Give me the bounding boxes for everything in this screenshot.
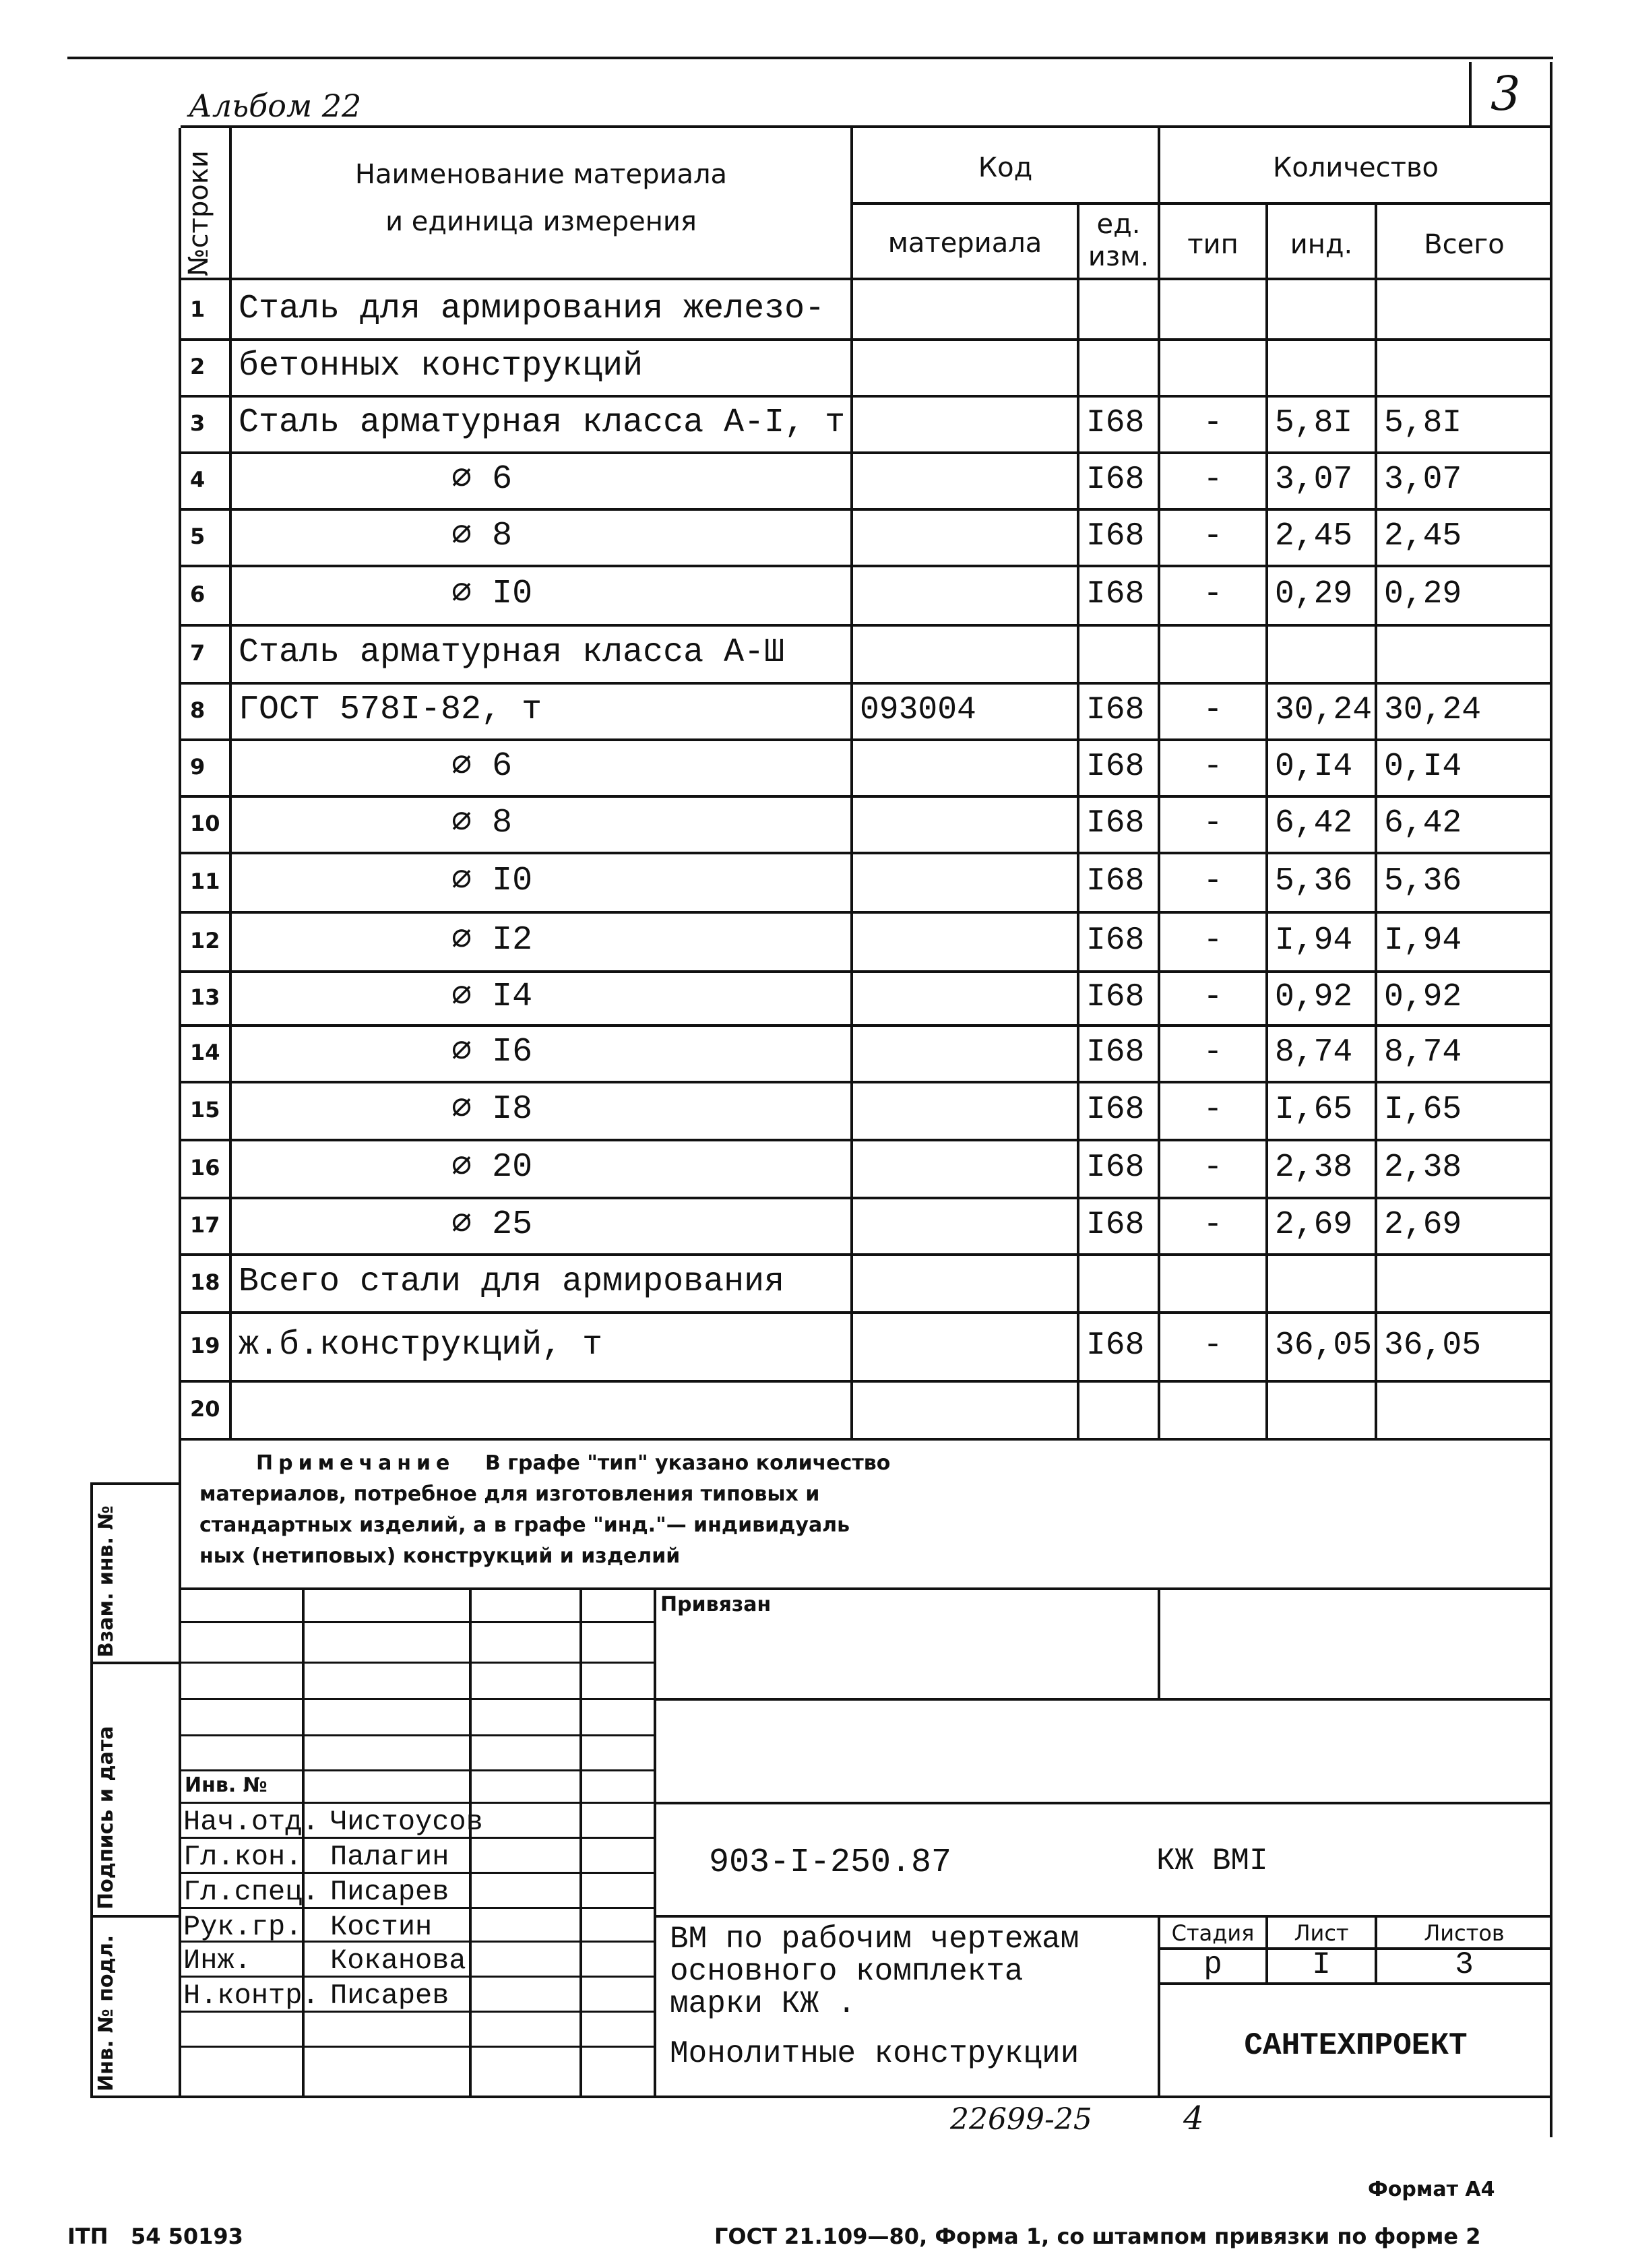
cell-total: 0,I4 bbox=[1384, 749, 1462, 785]
cell-total: 0,29 bbox=[1384, 576, 1462, 612]
cell-n: 6 bbox=[190, 581, 206, 607]
cell-total: 8,74 bbox=[1384, 1034, 1462, 1071]
cell-ind: 6,42 bbox=[1275, 805, 1353, 842]
note-line-1: В графе "тип" указано количество bbox=[485, 1451, 891, 1475]
cell-type: - bbox=[1203, 1327, 1223, 1364]
cell-name: Сталь арматурная класса А-I, т bbox=[239, 404, 846, 442]
sheets-label: Листов bbox=[1424, 1920, 1505, 1946]
cell-name: ∅ I4 bbox=[451, 978, 533, 1016]
doc-title-3: марки КЖ . bbox=[670, 1986, 856, 2021]
quantity-header: Количество bbox=[1272, 152, 1439, 183]
name-header-line1: Наименование материала bbox=[354, 159, 728, 190]
cell-total: 30,24 bbox=[1384, 692, 1482, 728]
row-line bbox=[181, 682, 1551, 685]
role-label: Гл.кон. bbox=[183, 1841, 303, 1873]
handwritten-digit: 4 bbox=[1183, 2100, 1204, 2137]
cell-n: 15 bbox=[190, 1097, 220, 1123]
cell-type: - bbox=[1203, 1092, 1223, 1128]
note-title: Примечание bbox=[256, 1451, 456, 1475]
stamp-row-line bbox=[181, 1662, 654, 1664]
cell-n: 2 bbox=[190, 354, 206, 379]
row-line bbox=[181, 1380, 1551, 1383]
stamp-row-line bbox=[181, 1802, 654, 1804]
cell-name: ж.б.конструкций, т bbox=[239, 1326, 603, 1364]
cell-type: - bbox=[1203, 692, 1223, 728]
cell-ind: 8,74 bbox=[1275, 1034, 1353, 1071]
frame-top bbox=[181, 125, 1552, 128]
row-line bbox=[181, 338, 1551, 341]
cell-name: Всего стали для армирования bbox=[239, 1263, 785, 1301]
org-name: САНТЕХПРОЕКТ bbox=[1244, 2028, 1468, 2063]
cell-name: ∅ I0 bbox=[451, 862, 533, 900]
role-label: Н.контр. bbox=[183, 1980, 319, 2012]
cell-name: Сталь для армирования железо- bbox=[239, 290, 825, 328]
format-label: Формат А4 bbox=[1368, 2178, 1495, 2201]
cell-n: 17 bbox=[190, 1212, 220, 1238]
person-name: Писарев bbox=[330, 1980, 449, 2012]
cell-n: 4 bbox=[190, 467, 206, 493]
person-name: Писарев bbox=[330, 1876, 449, 1908]
row-line bbox=[181, 624, 1551, 627]
cell-n: 7 bbox=[190, 640, 206, 666]
cell-unit: I68 bbox=[1086, 1092, 1145, 1128]
cell-n: 1 bbox=[190, 296, 206, 322]
cell-n: 8 bbox=[190, 697, 206, 723]
stamp-row-line bbox=[181, 1621, 654, 1623]
side-line-2 bbox=[90, 1662, 181, 1664]
cell-n: 14 bbox=[190, 1040, 220, 1065]
cell-total: 5,36 bbox=[1384, 863, 1462, 900]
rownum-header: №строки bbox=[183, 150, 214, 276]
cell-name: Сталь арматурная класса А-Ш bbox=[239, 633, 785, 672]
cell-n: 12 bbox=[190, 928, 220, 953]
cell-type: - bbox=[1203, 749, 1223, 785]
row-line bbox=[181, 395, 1551, 398]
cell-unit: I68 bbox=[1086, 1034, 1145, 1071]
cell-type: - bbox=[1203, 805, 1223, 842]
cell-total: 2,38 bbox=[1384, 1149, 1462, 1186]
cell-unit: I68 bbox=[1086, 863, 1145, 900]
cell-code: 093004 bbox=[860, 692, 976, 728]
frame-bottom bbox=[90, 2096, 1552, 2098]
cell-type: - bbox=[1203, 922, 1223, 959]
code-header: Код bbox=[978, 152, 1033, 183]
cell-n: 20 bbox=[190, 1396, 220, 1422]
cell-total: I,94 bbox=[1384, 922, 1462, 959]
stamp-col-1b bbox=[302, 1802, 305, 2096]
name-header-line2: и единица измерения bbox=[385, 206, 697, 237]
cell-name: ∅ I0 bbox=[451, 575, 533, 613]
cell-total: 36,05 bbox=[1384, 1327, 1482, 1364]
designation: 903-I-250.87 bbox=[709, 1844, 952, 1882]
row-line bbox=[181, 451, 1551, 454]
cell-name: ∅ 6 bbox=[451, 460, 513, 499]
cell-name: ∅ I8 bbox=[451, 1090, 533, 1129]
cell-ind: 0,29 bbox=[1275, 576, 1353, 612]
cell-n: 10 bbox=[190, 811, 220, 836]
privyazan-label: Привязан bbox=[660, 1593, 772, 1616]
note-line-2: материалов, потребное для изготовления типовых и bbox=[199, 1482, 820, 1506]
person-name: Коканова bbox=[330, 1945, 466, 1977]
row-line bbox=[181, 1081, 1551, 1083]
cell-name: ∅ 8 bbox=[451, 804, 513, 842]
cell-ind: 5,36 bbox=[1275, 863, 1353, 900]
stamp-col-2b bbox=[469, 1802, 472, 2096]
role-label: Рук.гр. bbox=[183, 1911, 303, 1943]
cell-type: - bbox=[1203, 863, 1223, 900]
cell-n: 19 bbox=[190, 1333, 220, 1358]
row-line bbox=[181, 1311, 1551, 1314]
privyazan-bottom bbox=[654, 1698, 1551, 1701]
cell-type: - bbox=[1203, 405, 1223, 441]
stamp-col-5 bbox=[1158, 1587, 1160, 1699]
cell-ind: I,94 bbox=[1275, 922, 1353, 959]
cell-total: 5,8I bbox=[1384, 405, 1462, 441]
cell-n: 3 bbox=[190, 410, 206, 436]
note-top-line bbox=[181, 1438, 1551, 1441]
sheet-value: I bbox=[1312, 1947, 1331, 1982]
cell-name: ∅ 25 bbox=[451, 1205, 533, 1244]
cell-type: - bbox=[1203, 1034, 1223, 1071]
stamp-row-line bbox=[181, 1769, 654, 1771]
object-name: Монолитные конструкции bbox=[670, 2036, 1079, 2071]
qty-type-header: тип bbox=[1187, 229, 1238, 260]
cell-unit: I68 bbox=[1086, 979, 1145, 1015]
row-line bbox=[181, 1139, 1551, 1141]
cell-total: 3,07 bbox=[1384, 462, 1462, 498]
cell-unit: I68 bbox=[1086, 692, 1145, 728]
side-line-1 bbox=[90, 1482, 181, 1485]
cell-total: 6,42 bbox=[1384, 805, 1462, 842]
cell-ind: 5,8I bbox=[1275, 405, 1353, 441]
cell-ind: 0,I4 bbox=[1275, 749, 1353, 785]
inv-no-label: Инв. № bbox=[185, 1773, 268, 1797]
cell-name: ∅ 8 bbox=[451, 517, 513, 555]
cell-name: ∅ I2 bbox=[451, 921, 533, 959]
side-line-3 bbox=[90, 1915, 181, 1918]
cell-ind: I,65 bbox=[1275, 1092, 1353, 1128]
sheets-value: 3 bbox=[1455, 1947, 1474, 1982]
album-label: Альбом 22 bbox=[189, 88, 362, 124]
person-name: Палагин bbox=[330, 1841, 449, 1873]
doc-mark: КЖ ВМI bbox=[1156, 1844, 1268, 1879]
code-unit-header-2: изм. bbox=[1088, 241, 1150, 272]
left-code: ІТП 54 50193 bbox=[67, 2224, 243, 2249]
hdr-line-mid bbox=[850, 202, 1551, 205]
note-line-4: ных (нетиповых) конструкций и изделий bbox=[199, 1544, 681, 1568]
qty-total-header: Всего bbox=[1424, 229, 1505, 260]
role-label: Гл.спец. bbox=[183, 1876, 319, 1908]
designation-bottom bbox=[654, 1915, 1551, 1918]
cell-total: 2,45 bbox=[1384, 518, 1462, 555]
code-material-header: материала bbox=[887, 228, 1042, 259]
person-name: Чистоусов bbox=[330, 1806, 483, 1838]
cell-n: 18 bbox=[190, 1269, 220, 1295]
cell-ind: 2,38 bbox=[1275, 1149, 1353, 1186]
cell-type: - bbox=[1203, 979, 1223, 1015]
cell-type: - bbox=[1203, 576, 1223, 612]
row-line bbox=[181, 970, 1551, 973]
col-line-1 bbox=[229, 128, 232, 1439]
cell-type: - bbox=[1203, 462, 1223, 498]
role-label: Инж. bbox=[183, 1945, 251, 1977]
stamp-col-4 bbox=[654, 1587, 656, 2096]
note-line-3: стандартных изделий, а в графе "инд."— индивидуаль bbox=[199, 1513, 850, 1537]
stamp-row-line bbox=[181, 2046, 654, 2048]
cell-n: 11 bbox=[190, 869, 220, 894]
row-line bbox=[181, 1253, 1551, 1256]
cell-n: 13 bbox=[190, 984, 220, 1010]
stage-label: Стадия bbox=[1171, 1920, 1255, 1946]
side-label-inv: Инв. № подл. bbox=[94, 1934, 118, 2091]
doc-title-1: ВМ по рабочим чертежам bbox=[670, 1922, 1079, 1957]
cell-total: 0,92 bbox=[1384, 979, 1462, 1015]
cell-unit: I68 bbox=[1086, 749, 1145, 785]
cell-unit: I68 bbox=[1086, 805, 1145, 842]
stage-value: р bbox=[1203, 1947, 1222, 1982]
side-label-vzam: Взам. инв. № bbox=[94, 1505, 118, 1658]
cell-type: - bbox=[1203, 1149, 1223, 1186]
top-border bbox=[67, 57, 1553, 59]
stamp-top-line bbox=[181, 1587, 1551, 1590]
cell-total: 2,69 bbox=[1384, 1207, 1462, 1243]
sheet-label: Лист bbox=[1294, 1920, 1349, 1946]
qty-ind-header: инд. bbox=[1290, 229, 1353, 260]
cell-ind: 0,92 bbox=[1275, 979, 1353, 1015]
row-line bbox=[181, 1197, 1551, 1199]
row-line bbox=[181, 738, 1551, 741]
person-name: Костин bbox=[330, 1911, 433, 1943]
cell-ind: 3,07 bbox=[1275, 462, 1353, 498]
stamp-row-line bbox=[181, 1698, 654, 1700]
side-label-podpis: Подпись и дата bbox=[94, 1726, 118, 1910]
cell-unit: I68 bbox=[1086, 1207, 1145, 1243]
frame-right bbox=[1550, 62, 1552, 2137]
designation-top bbox=[654, 1802, 1551, 1804]
cell-unit: I68 bbox=[1086, 1327, 1145, 1364]
doc-title-2: основного комплекта bbox=[670, 1954, 1024, 1989]
cell-unit: I68 bbox=[1086, 922, 1145, 959]
cell-ind: 2,45 bbox=[1275, 518, 1353, 555]
stamp-row-line bbox=[181, 1734, 654, 1736]
cell-n: 5 bbox=[190, 524, 206, 549]
handwritten-number: 22699-25 bbox=[950, 2102, 1092, 2137]
cell-ind: 36,05 bbox=[1275, 1327, 1373, 1364]
gost-label: ГОСТ 21.109—80, Форма 1, со штампом привязки по форме 2 bbox=[714, 2224, 1481, 2249]
row-line bbox=[181, 852, 1551, 854]
code-unit-header-1: ед. bbox=[1096, 209, 1141, 240]
sheet-mark: 3 bbox=[1490, 66, 1521, 121]
cell-name: бетонных конструкций bbox=[239, 347, 644, 385]
cell-ind: 30,24 bbox=[1275, 692, 1373, 728]
stamp-col-3b bbox=[579, 1802, 582, 2096]
side-sep bbox=[90, 1482, 93, 2096]
row-line bbox=[181, 508, 1551, 511]
hdr-line-bottom bbox=[181, 278, 1551, 280]
cell-total: I,65 bbox=[1384, 1092, 1462, 1128]
row-line bbox=[181, 1024, 1551, 1027]
cell-name: ∅ I6 bbox=[451, 1033, 533, 1071]
cell-n: 16 bbox=[190, 1155, 220, 1180]
cell-unit: I68 bbox=[1086, 518, 1145, 555]
cell-unit: I68 bbox=[1086, 1149, 1145, 1186]
cell-unit: I68 bbox=[1086, 405, 1145, 441]
row-line bbox=[181, 565, 1551, 567]
cell-type: - bbox=[1203, 518, 1223, 555]
cell-unit: I68 bbox=[1086, 576, 1145, 612]
stage-bottom bbox=[1158, 1982, 1551, 1985]
row-line bbox=[181, 795, 1551, 798]
cell-name: ГОСТ 578I-82, т bbox=[239, 691, 542, 729]
cell-type: - bbox=[1203, 1207, 1223, 1243]
cell-name: ∅ 6 bbox=[451, 747, 513, 786]
role-label: Нач.отд. bbox=[183, 1806, 319, 1838]
cell-ind: 2,69 bbox=[1275, 1207, 1353, 1243]
cell-n: 9 bbox=[190, 754, 206, 780]
cell-name: ∅ 20 bbox=[451, 1148, 533, 1187]
cell-unit: I68 bbox=[1086, 462, 1145, 498]
row-line bbox=[181, 911, 1551, 914]
